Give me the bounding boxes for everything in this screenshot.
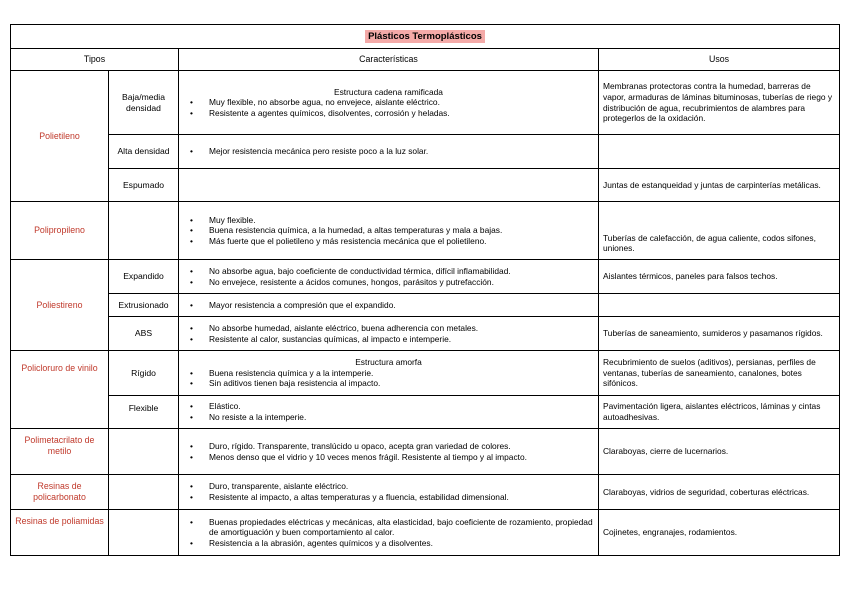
uses: Claraboyas, vidrios de seguridad, coberturas eléctricas. [599, 475, 840, 510]
subtype [109, 202, 179, 260]
subtype [109, 475, 179, 510]
list-item: • Resistente al impacto, a altas temperaturas y a fluencia, estabilidad dimensional. [183, 492, 594, 503]
uses: Aislantes térmicos, paneles para falsos techos. [599, 260, 840, 294]
uses: Cojinetes, engranajes, rodamientos. [599, 510, 840, 556]
subtype [109, 510, 179, 556]
list-item: • No envejece, resistente a ácidos comunes, hongos, parásitos y putrefacción. [183, 277, 594, 288]
list-item: • Buenas propiedades eléctricas y mecánicas, alta elasticidad, bajo coeficiente de rozamiento, propiedad de amortiguación y buen comportamiento al calor. [183, 517, 594, 538]
table-row [11, 294, 840, 317]
subtype: Alta densidad [109, 135, 179, 169]
table-row [11, 510, 840, 556]
list-item: • Mejor resistencia mecánica pero resiste poco a la luz solar. [183, 146, 594, 157]
list-item: • Resistente al calor, sustancias químicas, al impacto e intemperie. [183, 334, 594, 345]
list-item: • Resistente a agentes químicos, disolventes, corrosión y heladas. [183, 108, 594, 119]
list-item: • No absorbe humedad, aislante eléctrico, buena adherencia con metales. [183, 323, 594, 334]
subtype: Rígido [109, 351, 179, 396]
uses: Tuberías de calefacción, de agua caliente, codos sifones, uniones. [599, 202, 840, 260]
table-row [11, 71, 840, 135]
characteristics [179, 169, 599, 202]
subtype: ABS [109, 317, 179, 351]
characteristics [179, 135, 599, 169]
type-pvc: Policloruro de vinilo [11, 351, 109, 429]
list-item: • Duro, transparente, aislante eléctrico. [183, 481, 594, 492]
list-item: • Muy flexible. [183, 215, 594, 226]
type-policarbonato: Resinas de policarbonato [11, 475, 109, 510]
table-row [11, 351, 840, 396]
uses: Claraboyas, cierre de lucernarios. [599, 429, 840, 475]
characteristics [179, 475, 599, 510]
type-poliestireno: Poliestireno [11, 260, 109, 351]
characteristics [179, 510, 599, 556]
characteristics [179, 429, 599, 475]
table-row [11, 317, 840, 351]
table-title: Plásticos Termoplásticos [11, 25, 840, 49]
subtype: Extrusionado [109, 294, 179, 317]
list-item: • Elástico. [183, 401, 594, 412]
table-row [11, 202, 840, 260]
subtype [109, 429, 179, 475]
type-poliamidas: Resinas de poliamidas [11, 510, 109, 556]
uses [599, 135, 840, 169]
characteristics [179, 202, 599, 260]
list-item: • Mayor resistencia a compresión que el expandido. [183, 300, 594, 311]
table-row [11, 135, 840, 169]
list-item: • No absorbe agua, bajo coeficiente de conductividad térmica, difícil inflamabilidad. [183, 266, 594, 277]
characteristics [179, 71, 599, 135]
header-tipos: Tipos [11, 49, 179, 71]
list-item: • Más fuerte que el polietileno y más resistencia mecánica que el polietileno. [183, 236, 594, 247]
uses: Membranas protectoras contra la humedad, barreras de vapor, armaduras de láminas bituminosas, tuberías de riego y distribución de agua, recubrimientos de alambres para protegerlos de la oxidación. [599, 71, 840, 135]
table-row [11, 396, 840, 429]
uses: Juntas de estanqueidad y juntas de carpinterías metálicas. [599, 169, 840, 202]
list-item: • Buena resistencia química, a la humedad, a altas temperaturas y mala a bajas. [183, 225, 594, 236]
subtype: Expandido [109, 260, 179, 294]
uses: Pavimentación ligera, aislantes eléctricos, láminas y cintas autoadhesivas. [599, 396, 840, 429]
uses: Recubrimiento de suelos (aditivos), persianas, perfiles de ventanas, tuberías de saneamiento, canalones, botes sifónicos. [599, 351, 840, 396]
type-polietileno: Polietileno [11, 71, 109, 202]
characteristics [179, 396, 599, 429]
table-row [11, 429, 840, 475]
table-row [11, 475, 840, 510]
list-item: • Duro, rígido. Transparente, translúcido u opaco, acepta gran variedad de colores. [183, 441, 594, 452]
header-caracteristicas: Características [179, 49, 599, 71]
uses [599, 294, 840, 317]
structure-heading: Estructura cadena ramificada [334, 86, 443, 97]
thermoplastics-table [10, 24, 840, 556]
type-polipropileno: Polipropileno [11, 202, 109, 260]
list-item: • No resiste a la intemperie. [183, 412, 594, 423]
characteristics [179, 351, 599, 396]
list-item: • Buena resistencia química y a la intemperie. [183, 368, 594, 379]
subtype: Flexible [109, 396, 179, 429]
characteristics [179, 294, 599, 317]
subtype: Baja/media densidad [109, 71, 179, 135]
characteristics [179, 317, 599, 351]
list-item: • Menos denso que el vidrio y 10 veces menos frágil. Resistente al tiempo y al impacto. [183, 452, 594, 463]
list-item: • Muy flexible, no absorbe agua, no envejece, aislante eléctrico. [183, 97, 594, 108]
subtype: Espumado [109, 169, 179, 202]
list-item: • Sin aditivos tienen baja resistencia al impacto. [183, 378, 594, 389]
table-row [11, 169, 840, 202]
uses: Tuberías de saneamiento, sumideros y pasamanos rígidos. [599, 317, 840, 351]
list-item: • Resistencia a la abrasión, agentes químicos y a disolventes. [183, 538, 594, 549]
table-row [11, 260, 840, 294]
characteristics [179, 260, 599, 294]
type-pmma: Polimetacrilato de metilo [11, 429, 109, 475]
structure-heading: Estructura amorfa [355, 357, 422, 368]
header-usos: Usos [599, 49, 840, 71]
